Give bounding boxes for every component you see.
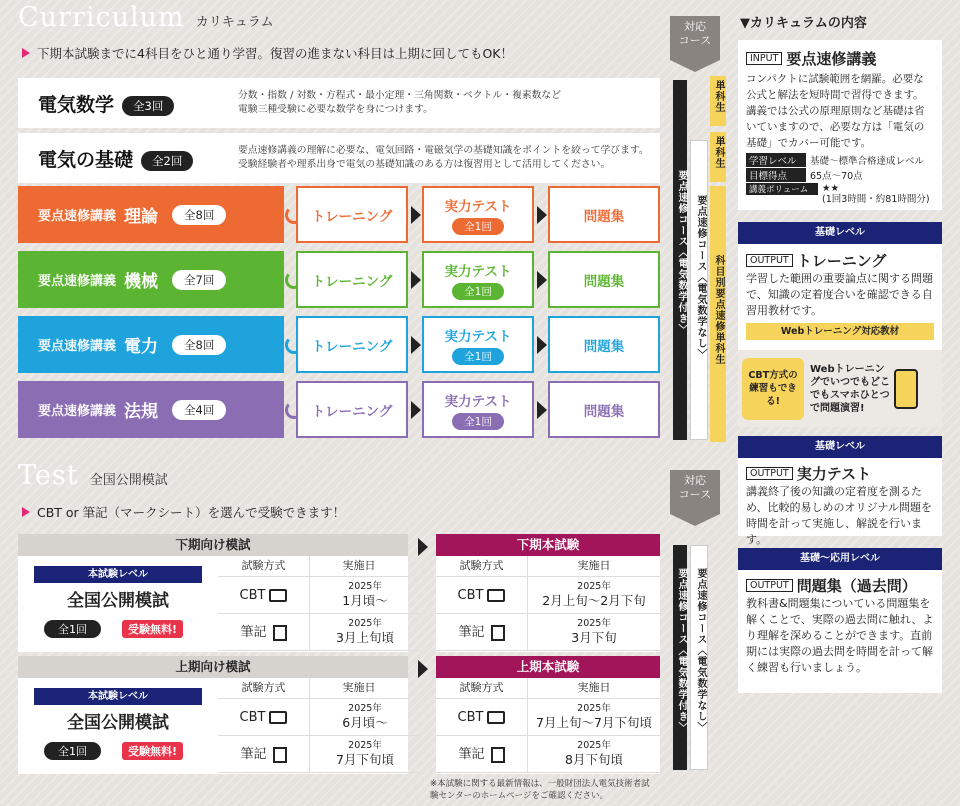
method-cell — [218, 699, 310, 736]
taiou-course-badge-2 — [670, 470, 720, 528]
method-label: CBT — [457, 710, 484, 725]
date-year: 2025年 — [577, 740, 611, 751]
method-cell — [218, 577, 310, 614]
panel-input-title-row — [746, 48, 934, 69]
date-year: 2025年 — [348, 581, 382, 592]
date-cell — [528, 614, 660, 651]
paper-pencil-icon — [491, 747, 505, 763]
training-text: 学習した範囲の重要論点に関する問題で、知識の定着度合いを確認できる自習用教材です。 — [746, 272, 933, 317]
method-label: CBT — [239, 710, 266, 725]
step-test — [422, 251, 534, 308]
step-test-count: 全1回 — [452, 218, 504, 235]
monitor-icon — [487, 589, 505, 602]
prep-row-math — [18, 78, 660, 128]
test-lead — [22, 503, 345, 521]
col-method: 試験方式 — [218, 556, 310, 577]
test-panel-title-row — [746, 463, 934, 484]
score-value: 65点〜70点 — [810, 171, 863, 182]
arrow-icon — [411, 206, 421, 224]
step-problems — [548, 316, 660, 373]
step-test — [422, 381, 534, 438]
step-problems — [548, 381, 660, 438]
taiou-course-label: 対応 コース — [670, 16, 720, 60]
date-cell — [310, 577, 420, 614]
tanka-label-3: 科目別要点速修単科生 — [713, 255, 724, 365]
method-cell — [436, 577, 528, 614]
step-test — [422, 186, 534, 243]
course-box — [18, 186, 284, 243]
course-count: 全8回 — [172, 205, 226, 225]
course-box — [18, 316, 284, 373]
exam-table — [436, 534, 660, 652]
step-training-label: トレーニング — [311, 273, 393, 290]
date-cell — [528, 577, 660, 614]
panel-test — [738, 436, 942, 546]
input-tag: INPUT — [746, 52, 782, 65]
score-row — [746, 168, 934, 182]
taiou-course-label-2: 対応 コース — [670, 470, 720, 514]
method-label: 筆記 — [240, 747, 267, 762]
date-value: 1月頃〜 — [342, 593, 388, 608]
paper-pencil-icon — [491, 625, 505, 641]
exam-schedule — [436, 678, 660, 774]
course-subject: 理論 — [124, 207, 159, 227]
test-lead-text: CBT or 筆記（マークシート）を選んで受験できます！ — [37, 505, 346, 520]
arrow-icon — [537, 336, 547, 354]
monitor-icon — [269, 589, 287, 602]
prep-desc: 要点速修講義の理解に必要な、電気回路・電磁気学の基礎知識をポイントを絞って学びます。 受験経験者や理系出身で電気の基礎知識のある方は復習用として活用してください。 — [238, 145, 649, 170]
method-cell — [436, 699, 528, 736]
volume-label: 講義ボリューム — [746, 183, 818, 195]
mock-name: 全国公開模試 — [67, 713, 169, 733]
date-year: 2025年 — [348, 703, 382, 714]
course-row — [18, 316, 660, 373]
training-title-row — [746, 250, 934, 271]
col-date: 実施日 — [310, 556, 408, 577]
course-subject: 法規 — [124, 402, 159, 422]
star-rating: ★★ — [822, 183, 840, 194]
date-value: 3月下旬 — [571, 630, 617, 645]
course-prefix: 要点速修講義 — [38, 339, 117, 354]
method-cell — [218, 614, 310, 651]
course-label-a: 要点速修コース〈電気数学付き〉 — [676, 170, 687, 335]
method-cell — [436, 736, 528, 773]
mock-count: 全1回 — [44, 620, 101, 638]
course-count: 全7回 — [172, 270, 226, 290]
date-value: 7月下旬頃 — [336, 752, 394, 767]
exam-head: 下期本試験 — [436, 534, 660, 556]
mock-head: 上期向け模試 — [18, 656, 408, 678]
step-test-label: 実力テスト — [444, 328, 512, 345]
col-date: 実施日 — [528, 678, 660, 699]
method-cell — [218, 736, 310, 773]
volume-value: (1回3時間・約81時間分) — [822, 194, 930, 205]
test-panel-text: 講義終了後の知識の定着度を測るため、比較的易しめのオリジナル問題を時間を計って実施し、解説を行います。 — [746, 485, 933, 546]
problems-text: 教科書&問題集についている問題集を解くことで、実際の過去問に触れ、より理解を深めることができます。直前期には実際の過去問を時間を計って解く練習も行いましょう。 — [746, 597, 934, 674]
date-year: 2025年 — [577, 703, 611, 714]
mock-schedule — [218, 556, 408, 652]
mock-name: 全国公開模試 — [67, 591, 169, 611]
step-problems — [548, 186, 660, 243]
mock-schedule — [218, 678, 408, 774]
arrow-icon — [411, 401, 421, 419]
step-problems-label: 問題集 — [583, 403, 625, 420]
step-training — [296, 251, 408, 308]
footnote: ※本試験に関する最新情報は、一般財団法人電気技術者試 験センターのホームページをご確認ください。 — [430, 779, 650, 801]
step-test-count: 全1回 — [452, 413, 504, 430]
course-row — [18, 381, 660, 438]
method-cell — [436, 614, 528, 651]
method-label: 筆記 — [458, 747, 485, 762]
curriculum-header — [18, 2, 274, 33]
mock-head: 下期向け模試 — [18, 534, 408, 556]
date-cell — [310, 699, 420, 736]
date-cell — [528, 736, 660, 773]
free-badge: 受験無料! — [122, 742, 183, 760]
monitor-icon — [269, 711, 287, 724]
col-method: 試験方式 — [218, 678, 310, 699]
level-row — [746, 153, 934, 167]
exam-schedule — [436, 556, 660, 652]
step-test-label: 実力テスト — [444, 263, 512, 280]
col-method: 試験方式 — [436, 678, 528, 699]
method-label: CBT — [457, 588, 484, 603]
level-value: 基礎〜標準合格達成レベル — [810, 156, 925, 167]
step-problems-label: 問題集 — [583, 273, 625, 290]
course-prefix: 要点速修講義 — [38, 274, 117, 289]
prep-row-basics — [18, 133, 660, 183]
curriculum-lead-text: 下期本試験までに4科目をひと通り学習。復習の進まない科目は上期に回してもOK！ — [37, 46, 513, 61]
input-title: 要点速修講義 — [786, 50, 877, 68]
step-training — [296, 186, 408, 243]
step-problems-label: 問題集 — [583, 208, 625, 225]
step-test — [422, 316, 534, 373]
course-count: 全4回 — [172, 400, 226, 420]
arrow-icon — [537, 401, 547, 419]
step-test-count: 全1回 — [452, 283, 504, 300]
test-band: 基礎レベル — [738, 436, 942, 458]
mock-count: 全1回 — [44, 742, 101, 760]
paper-pencil-icon — [273, 625, 287, 641]
volume-row — [746, 183, 934, 205]
curriculum-title-jp: カリキュラム — [195, 15, 274, 30]
prep-title: 電気の基礎 — [38, 148, 134, 171]
problems-band: 基礎〜応用レベル — [738, 548, 942, 570]
mock-block — [18, 534, 660, 652]
course-label-b: 要点速修コース〈電気数学なし〉 — [695, 195, 706, 360]
date-value: 2月上旬〜2月下旬 — [542, 593, 646, 608]
step-problems-label: 問題集 — [583, 338, 625, 355]
training-title: トレーニング — [796, 252, 887, 270]
score-label: 目標得点 — [746, 168, 806, 182]
date-cell — [310, 736, 420, 773]
date-year: 2025年 — [577, 581, 611, 592]
panel-input — [738, 40, 942, 210]
method-label: 筆記 — [458, 625, 485, 640]
taiou-course-badge — [670, 16, 720, 74]
mock-table — [18, 656, 408, 774]
course-prefix: 要点速修講義 — [38, 209, 117, 224]
course-row — [18, 251, 660, 308]
training-band: 基礎レベル — [738, 222, 942, 244]
prep-desc: 分数・指数 / 対数・方程式・最小定理・三角関数・ベクトル・複素数など 電験三種受験に必要な数学を身につけます。 — [238, 90, 562, 115]
web-training-box — [738, 350, 942, 427]
panel-problems — [738, 548, 942, 693]
col-method: 試験方式 — [436, 556, 528, 577]
step-test-label: 実力テスト — [444, 393, 512, 410]
step-training — [296, 381, 408, 438]
step-test-label: 実力テスト — [444, 198, 512, 215]
exam-table — [436, 656, 660, 774]
mock-table — [18, 534, 408, 652]
tanka-label-1: 単科生 — [713, 80, 724, 113]
problems-tag: OUTPUT — [746, 579, 793, 592]
course-count: 全8回 — [172, 335, 226, 355]
course-prefix: 要点速修講義 — [38, 404, 117, 419]
test-course-label-a: 要点速修コース〈電気数学付き〉 — [676, 568, 687, 733]
date-cell — [310, 614, 420, 651]
prep-title: 電気数学 — [38, 93, 115, 116]
date-year: 2025年 — [348, 618, 382, 629]
course-box — [18, 381, 284, 438]
arrow-icon — [418, 660, 428, 678]
curriculum-lead — [22, 44, 513, 62]
web-training-badge: Webトレーニング対応教材 — [746, 323, 934, 340]
prep-count: 全2回 — [141, 151, 193, 171]
monitor-icon — [487, 711, 505, 724]
arrow-icon — [418, 538, 428, 556]
course-subject: 機械 — [124, 272, 159, 292]
problems-title: 問題集（過去問） — [796, 577, 917, 595]
test-tag: OUTPUT — [746, 467, 793, 480]
course-box — [18, 251, 284, 308]
step-training-label: トレーニング — [311, 338, 393, 355]
course-row — [18, 186, 660, 243]
test-course-label-b: 要点速修コース〈電気数学なし〉 — [695, 568, 706, 733]
date-value: 8月下旬頃 — [565, 752, 623, 767]
date-value: 6月頃〜 — [342, 715, 388, 730]
curriculum-title-en: Curriculum — [18, 2, 185, 33]
training-tag: OUTPUT — [746, 254, 793, 267]
paper-pencil-icon — [273, 747, 287, 763]
arrow-icon — [537, 206, 547, 224]
method-label: 筆記 — [240, 625, 267, 640]
course-subject: 電力 — [124, 337, 159, 357]
date-value: 3月上旬頃 — [336, 630, 394, 645]
web-training-text: Webトレーニングでいつでもどこでもスマホひとつで問題演習! — [810, 363, 890, 414]
test-header — [18, 460, 168, 491]
step-test-count: 全1回 — [452, 348, 504, 365]
step-training — [296, 316, 408, 373]
method-label: CBT — [239, 588, 266, 603]
test-panel-title: 実力テスト — [796, 465, 872, 483]
smartphone-icon — [894, 369, 918, 409]
test-title-en: Test — [18, 460, 79, 491]
step-problems — [548, 251, 660, 308]
tanka-label-2: 単科生 — [713, 136, 724, 169]
step-training-label: トレーニング — [311, 208, 393, 225]
free-badge: 受験無料! — [122, 620, 183, 638]
mock-level: 本試験レベル — [34, 566, 202, 583]
arrow-icon — [537, 271, 547, 289]
step-training-label: トレーニング — [311, 403, 393, 420]
arrow-icon — [411, 336, 421, 354]
exam-head: 上期本試験 — [436, 656, 660, 678]
mock-block — [18, 656, 660, 774]
right-heading: ▼カリキュラムの内容 — [740, 16, 867, 31]
col-date: 実施日 — [310, 678, 408, 699]
prep-count: 全3回 — [122, 96, 174, 116]
arrow-icon — [411, 271, 421, 289]
input-text: コンパクトに試験範囲を網羅。必要な公式と解法を短時間で習得できます。講義では公式の原理原則など基礎は省いていますので、必要な方は「電気の基礎」でカバー可能です。 — [746, 73, 925, 149]
date-cell — [528, 699, 660, 736]
date-value: 7月上旬〜7月下旬頃 — [536, 715, 652, 730]
col-date: 実施日 — [528, 556, 660, 577]
problems-title-row — [746, 575, 934, 596]
test-title-jp: 全国公開模試 — [89, 473, 168, 488]
cbt-practice-badge: CBT方式の練習もできる! — [742, 358, 804, 420]
level-label: 学習レベル — [746, 153, 806, 167]
date-year: 2025年 — [577, 618, 611, 629]
mock-level: 本試験レベル — [34, 688, 202, 705]
date-year: 2025年 — [348, 740, 382, 751]
